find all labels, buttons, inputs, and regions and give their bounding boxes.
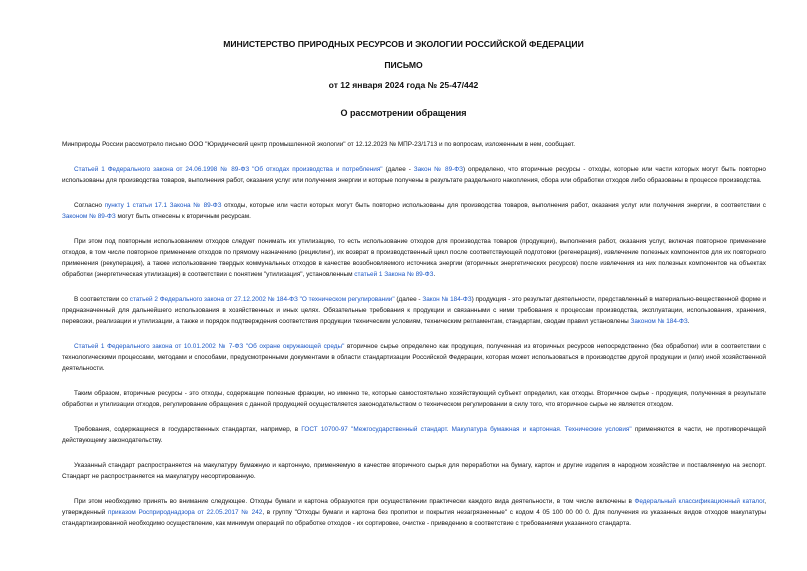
paragraph-2	[62, 164, 766, 186]
paragraph-text: ) определено, что вторичные ресурсы - отходы, которые или части которых могут быть повторно использованы для производства товаров, выполнения работ, оказания услуг или получения энергии и которые получены в результате раздельного накопления, сбора или обработки отходов либо образованы в процессе производства.	[62, 166, 766, 184]
link-law-89fz-article-1[interactable]: статьей 1 Закона № 89-ФЗ	[354, 271, 434, 278]
paragraph-text: Требования, содержащиеся в государственных стандартах, например, в	[74, 426, 302, 433]
paragraph-text: При этом под повторным использованием отходов следует понимать их утилизацию, то есть использование отходов для производства товаров (продукции), выполнения работ, оказания услуг, включая повторное применение отходов, в том числе повторное применение отходов по прямому назначению (рециклинг), их возврат в производственный цикл после соответствующей подготовки (регенерация), извлечение полезных компонентов для их повторного применения (рекуперация), а также использование твердых коммунальных отходов в качестве возобновляемого источника энергии (вторичных энергетических ресурсов) после извлечения из них полезных компонентов на объектах обработки (энергетическая утилизация) в соответствии с понятием "утилизация", установленным	[62, 238, 766, 278]
link-law-89fz-article-1[interactable]: Статьей 1 Федерального закона от 24.06.1998 № 89-ФЗ "Об отходах производства и потребления"	[74, 166, 383, 173]
paragraph-10	[62, 496, 766, 529]
document-subject: О рассмотрении обращения	[340, 108, 467, 118]
paragraph-text: могут быть отнесены к вторичным ресурсам.	[115, 213, 251, 220]
ministry-title: МИНИСТЕРСТВО ПРИРОДНЫХ РЕСУРСОВ И ЭКОЛОГИИ РОССИЙСКОЙ ФЕДЕРАЦИИ	[223, 39, 584, 49]
paragraph-4	[62, 236, 766, 280]
paragraph-text: ) продукция - это результат деятельности, представленный в материально-вещественной форме и предназначенный для дальнейшего использования в хозяйственных и иных целях. Обязательные требования к продукции и связанными с ними требования к процессам производства, эксплуатации, использования, хранения, перевозки, реализации и утилизации, а также и порядок подтверждения соответствия продукции техническим условиям, техническим регламентам, стандартам, сводам правил установлены	[62, 296, 766, 325]
paragraph-text: При этом необходимо принять во внимание следующее. Отходы бумаги и картона образуются при осуществлении практически каждого вида деятельности, в том числе включены в	[74, 498, 635, 505]
paragraph-text: , утвержденный	[62, 498, 766, 516]
document-body	[62, 139, 766, 543]
paragraph-1	[62, 139, 766, 150]
paragraph-5	[62, 294, 766, 327]
paragraph-3	[62, 200, 766, 222]
document-type: ПИСЬМО	[384, 60, 423, 70]
paragraph-text: Указанный стандарт распространяется на макулатуру бумажную и картонную, применяемую в качестве вторичного сырья для переработки на бумагу, картон и другие изделия в народном хозяйстве и поставляемую на экспорт. Стандарт не распространяется на макулатуру несортированную.	[62, 462, 766, 480]
link-federal-classification-catalog[interactable]: Федеральный классификационный каталог	[634, 498, 765, 505]
paragraph-text: (далее -	[394, 296, 423, 303]
paragraph-text: применяются в части, не противоречащей действующему законодательству.	[62, 426, 766, 444]
link-gost-10700-97[interactable]: ГОСТ 10700-97 "Межгосударственный стандарт. Макулатура бумажная и картонная. Технические условия"	[301, 426, 632, 433]
link-law-184fz[interactable]: Закон № 184-ФЗ	[422, 296, 472, 303]
link-law-184fz-article-2[interactable]: статьей 2 Федерального закона от 27.12.2002 № 184-ФЗ "О техническом регулировании"	[129, 296, 395, 303]
link-law-7fz-article-1[interactable]: Статьей 1 Федерального закона от 10.01.2002 № 7-ФЗ "Об охране окружающей среды"	[74, 343, 345, 350]
paragraph-text: .	[433, 271, 436, 278]
paragraph-text: вторичное сырье определено как продукция, полученная из вторичных ресурсов непосредственно (без обработки) или в соответствии с технологическими процессами, методами и способами, предусмотренными документами в области стандартизации Российской Федерации, которая может использоваться в производстве другой продукции и (или) иной хозяйственной деятельности.	[62, 343, 767, 372]
paragraph-9	[62, 460, 766, 482]
paragraph-text: , в группу "Отходы бумаги и картона без пропитки и покрытия незагрязненные" с кодом 4 05 100 00 00 0. Для получения из указанных видов отходов макулатуры стандартизированной необходимо осуществление, как минимум операций по обработке отходов - их сортировке, очистке - приведению в соответствие с требованиями указанного стандарта.	[62, 509, 767, 527]
link-article-17-1[interactable]: пункту 1 статьи 17.1 Закона № 89-ФЗ	[104, 202, 222, 209]
link-law-184fz[interactable]: Законом № 184-ФЗ	[630, 318, 688, 325]
paragraph-text: (далее -	[382, 166, 414, 173]
paragraph-text: отходы, которые или части которых могут быть повторно использованы для производства товаров, выполнения работ, оказания услуг или получения энергии, в соответствии с	[221, 202, 766, 209]
paragraph-text: В соответствии со	[74, 296, 130, 303]
link-law-89fz[interactable]: Законом № 89-ФЗ	[62, 213, 116, 220]
paragraph-text: Минприроды России рассмотрело письмо ООО "Юридический центр промышленной экологии" от 12.12.2023 № МПР-23/1713 и по вопросам, изложенным в нем, сообщает.	[62, 141, 576, 148]
paragraph-text: Согласно	[74, 202, 105, 209]
paragraph-7	[62, 388, 766, 410]
link-rosprirodnadzor-order-242[interactable]: приказом Росприроднадзора от 22.05.2017 № 242	[108, 509, 263, 516]
paragraph-8	[62, 424, 766, 446]
paragraph-6	[62, 341, 766, 374]
paragraph-text: .	[687, 318, 690, 325]
link-law-89fz[interactable]: Закон № 89-ФЗ	[413, 166, 463, 173]
document-date-number: от 12 января 2024 года № 25-47/442	[328, 80, 479, 90]
paragraph-text: Таким образом, вторичные ресурсы - это отходы, содержащие полезные фракции, но именно те, которые самостоятельно хозяйствующий субъект определил, как отходы. Вторичное сырье - продукция, полученная в результате обработки и утилизации отходов, регулирование обращения с данной продукцией осуществляется законодательством о техническом регулировании в силу того, что вторичное сырье не является отходом.	[62, 390, 766, 408]
